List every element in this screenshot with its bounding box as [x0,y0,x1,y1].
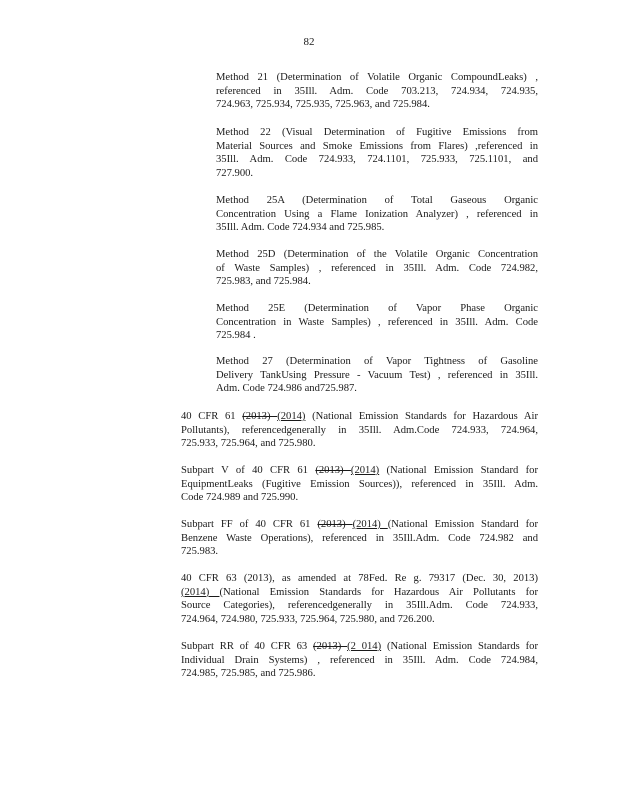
method-25d-entry [216,248,538,289]
deleted-year: (2013) [242,411,278,422]
method-22-entry [216,126,538,180]
text-line: 40 CFR 63 (2013), as amended at 78Fed. Re g. 79317 (Dec. 30, 2013) [181,573,538,584]
citation-text: (National Emission Standard for [387,519,538,530]
text-line: Code 724.989 and 725.990. [181,492,299,504]
text-line: 35Ill. Adm. Code 724.933, 724.1101, 725.933, 725.1101, and [216,154,538,166]
deleted-year: (2013) [315,465,351,476]
page-number: 82 [303,36,315,48]
citation-text: (National Emission Standards for Hazardous Air Pollutants for [219,586,538,598]
text-line: Benzene Waste Operations), referenced in 35Ill.Adm. Code 724.982 and [181,532,538,544]
cfr-63-entry [181,572,538,626]
deleted-year: (2013) [313,641,348,652]
inserted-year: (2014) [350,465,380,476]
text-line: 725.983. [181,546,219,558]
text-line: referenced in 35Ill. Adm. Code 703.213, 724.934, 724.935, [216,85,538,97]
text-line: 724.963, 725.934, 725.935, 725.963, and 725.984. [216,99,430,111]
citation-text: (National Emission Standards for [381,641,538,652]
text-line: 724.964, 724.980, 725.933, 725.964, 725.980, and 726.200. [181,613,435,625]
text-line [181,410,538,424]
inserted-year: (2 014) [347,641,382,652]
text-line [181,586,538,600]
inserted-year: (2014) [352,519,388,530]
text-line: 724.985, 725.985, and 725.986. [181,668,316,680]
text-line: 725.984 . [216,330,256,342]
text-line: 727.900. [216,167,254,179]
text-line: Source Categories), referencedgenerally in 35Ill.Adm. Code 724.933, [181,600,538,612]
subpart-v-entry [181,464,538,505]
method-25e-entry [216,302,538,343]
subpart-rr-entry [181,640,538,681]
text-line [181,518,538,532]
method-21-entry [216,71,538,112]
text-line: of Waste Samples) , referenced in 35Ill. Adm. Code 724.982, [216,262,538,274]
text-line: Concentration Using a Flame Ionization Analyzer) , referenced in [216,208,538,220]
text-line: Method 25D (Determination of the Volatile Organic Concentration [216,249,538,260]
text-line: 725.933, 725.964, and 725.980. [181,438,316,450]
text-line [181,640,538,654]
citation-text: 40 CFR 61 [181,411,243,422]
text-line: Method 21 (Determination of Volatile Organic CompoundLeaks) , [216,72,538,83]
citation-text: Subpart RR of 40 CFR 63 [181,641,314,652]
text-line: Method 25E (Determination of Vapor Phase Organic [216,303,538,314]
method-25a-entry [216,194,538,235]
text-line: Delivery TankUsing Pressure - Vacuum Test) , referenced in 35Ill. [216,369,538,381]
citation-text: Subpart FF of 40 CFR 61 [181,519,318,530]
inserted-year: (2014) [277,411,306,422]
citation-text: (National Emission Standard for [379,465,538,476]
text-line [181,464,538,478]
text-line: Method 25A (Determination of Total Gaseous Organic [216,195,538,206]
citation-text: Subpart V of 40 CFR 61 [181,465,316,476]
inserted-year: (2014) [181,586,220,598]
text-line: Method 27 (Determination of Vapor Tightness of Gasoline [216,356,538,367]
text-line: Individual Drain Systems) , referenced in 35Ill. Adm. Code 724.984, [181,654,538,666]
text-line: Method 22 (Visual Determination of Fugitive Emissions from [216,127,538,138]
method-27-entry [216,355,538,396]
text-line: Material Sources and Smoke Emissions from Flares) ,referenced in [216,140,538,152]
text-line: Pollutants), referencedgenerally in 35Ill. Adm.Code 724.933, 724.964, [181,424,538,436]
subpart-ff-entry [181,518,538,559]
citation-text: (National Emission Standards for Hazardous Air [305,411,538,422]
text-line: Concentration in Waste Samples) , referenced in 35Ill. Adm. Code [216,316,538,328]
text-line: 35Ill. Adm. Code 724.934 and 725.985. [216,222,385,234]
text-line: 725.983, and 725.984. [216,276,311,288]
deleted-year: (2013) [317,519,353,530]
text-line: Adm. Code 724.986 and725.987. [216,383,357,395]
text-line: EquipmentLeaks (Fugitive Emission Sources)), referenced in 35Ill. Adm. [181,478,538,490]
cfr-61-entry [181,410,538,451]
